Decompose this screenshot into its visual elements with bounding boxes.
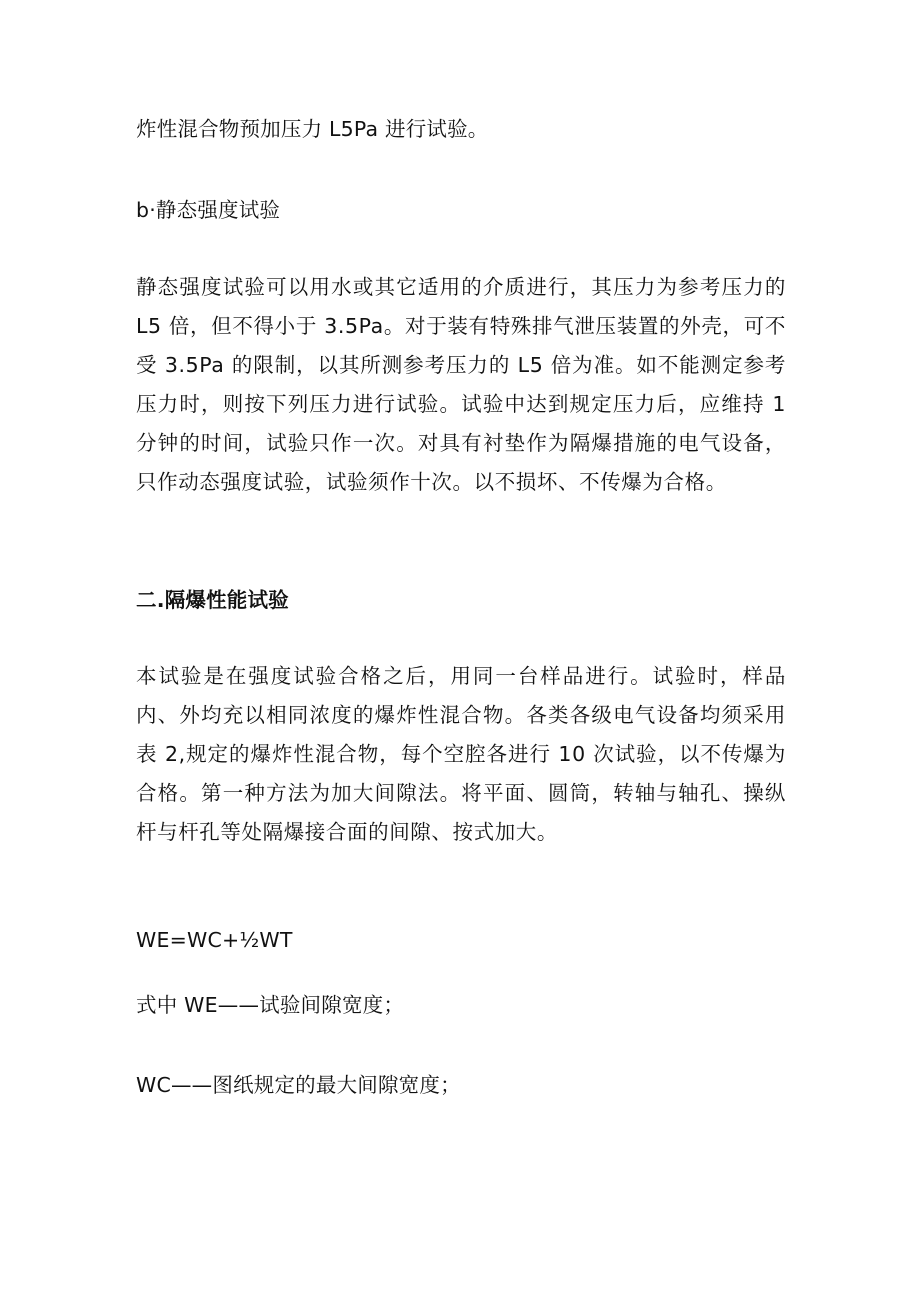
formula-gap-width: WE=WC+½WT <box>136 928 293 952</box>
definition-we: 式中 WE——试验间隙宽度； <box>136 993 405 1017</box>
subheading-static-strength: b·静态强度试验 <box>136 198 281 222</box>
paragraph-static-strength: 静态强度试验可以用水或其它适用的介质进行，其压力为参考压力的 L5 倍，但不得小于 3.5Pa。对于装有特殊排气泄压装置的外壳，可不受 3.5Pa 的限制，以其所测参考压力的 L5 倍为准。如不能测定参考压力时，则按下列压力进行试验。试验中达到规定压力后，应维持 1 分钟的时间，试验只作一次。对具有衬垫作为隔爆措施的电气设备，只作动态强度试验，试验须作十次。以不损坏、不传爆为合格。 <box>136 275 786 494</box>
heading-flameproof-test: 二.隔爆性能试验 <box>136 588 289 612</box>
text-line-preload: 炸性混合物预加压力 L5Pa 进行试验。 <box>136 117 489 141</box>
paragraph-flameproof-test: 本试验是在强度试验合格之后，用同一台样品进行。试验时，样品内、外均充以相同浓度的爆炸性混合物。各类各级电气设备均须采用表 2,规定的爆炸性混合物，每个空腔各进行 10 次试验，以不传爆为合格。第一种方法为加大间隙法。将平面、圆筒，转轴与轴孔、操纵杆与杆孔等处隔爆接合面的间隙、按式加大。 <box>136 664 786 844</box>
definition-wc: WC——图纸规定的最大间隙宽度； <box>136 1073 461 1097</box>
